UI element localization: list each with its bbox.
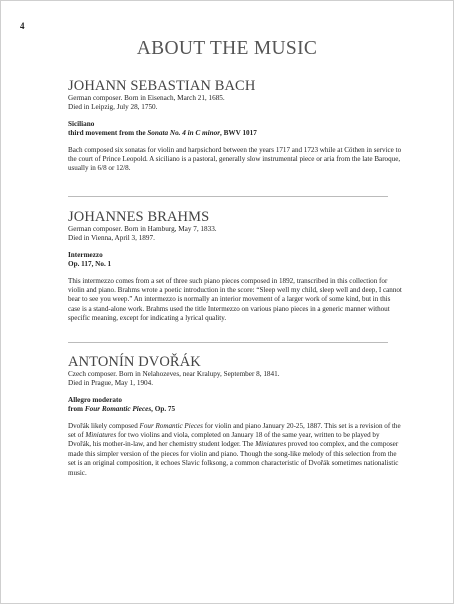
section-divider <box>68 342 388 343</box>
composer-name: JOHANN SEBASTIAN BACH <box>68 78 256 94</box>
bio-death: Died in Vienna, April 3, 1897. <box>68 234 155 243</box>
bio-birth: German composer. Born in Eisenach, March 21, 1685. <box>68 94 225 102</box>
desc-work-title: Four Romantic Pieces <box>139 421 203 430</box>
bio-birth: Czech composer. Born in Nelahozeves, near Kralupy, September 8, 1841. <box>68 370 280 378</box>
desc-text: Dvořák likely composed <box>68 421 140 430</box>
piece-source-prefix: third movement from the <box>68 129 148 138</box>
bio-birth: German composer. Born in Hamburg, May 7, 1833. <box>68 225 217 233</box>
piece-description: This intermezzo comes from a set of three such piano pieces composed in 1892, transcribed in this collection for violin and piano. Brahms wrote a poetic introduction in the score: “Sleep well my child, sleep well and deep, I cannot bear to see you weep.” An intermezzo is normally an interior movement of a larger work of some kind, but in this case is a stand-alone work. Brahms used the title Intermezzo on various piano pieces in a generic manner without specific meaning, except for indicating a lyrical quality. <box>68 276 402 323</box>
page-title: ABOUT THE MUSIC <box>136 38 318 59</box>
piece-source-prefix: from <box>68 405 85 414</box>
composer-section-bach <box>68 78 403 174</box>
piece-source <box>68 129 403 138</box>
page-number: 4 <box>20 21 25 31</box>
composer-bio <box>68 225 403 244</box>
piece-name: Allegro moderato <box>68 395 122 404</box>
desc-text: for violin and piano January 20-25, 1887. This set is a revision of the set of <box>68 421 401 440</box>
composer-name: JOHANNES BRAHMS <box>68 209 210 225</box>
piece-description <box>68 422 403 478</box>
composer-bio <box>68 370 403 389</box>
desc-text: proved too complex, and the composer made this simpler version of the pieces for violin and piano. Though the song-like melody of this selection from the set is an original composition, it echoes Slavic folksong, a common characteristic of Dvořák sometimes nationalistic music. <box>68 440 399 477</box>
desc-work-title: Miniatures <box>255 440 287 449</box>
piece-source-suffix: , Op. 75 <box>151 405 176 414</box>
piece-description: Bach composed six sonatas for violin and harpsichord between the years 1717 and 1723 while at Cöthen in service to the court of Prince Leopold. A siciliano is a pastoral, generally slow instrumental piece or aria from the late Baroque, usually in 6/8 or 12/8. <box>68 145 402 173</box>
bio-death: Died in Prague, May 1, 1904. <box>68 379 154 388</box>
piece-title <box>68 251 403 270</box>
piece-source-suffix: , BWV 1017 <box>220 129 257 138</box>
bio-death: Died in Leipzig, July 28, 1750. <box>68 103 158 112</box>
piece-source-work: Sonata No. 4 in C minor <box>147 129 221 138</box>
piece-name: Siciliano <box>68 119 95 128</box>
desc-text: for two violins and viola, completed on January 18 of the same year, written to be played by Dvořák, his mother-in-law, and her chemistry student lodger. The <box>68 431 380 449</box>
piece-name: Intermezzo <box>68 250 103 259</box>
desc-work-title: Miniatures <box>85 431 117 440</box>
piece-title <box>68 396 403 415</box>
composer-name: ANTONÍN DVOŘÁK <box>68 354 201 370</box>
piece-opus: Op. 117, No. 1 <box>68 260 112 269</box>
piece-source <box>68 405 403 414</box>
composer-section-dvorak <box>68 354 403 478</box>
piece-source-work: Four Romantic Pieces <box>84 405 152 414</box>
section-divider <box>68 196 388 197</box>
piece-title <box>68 120 403 139</box>
composer-bio <box>68 94 403 113</box>
composer-section-brahms <box>68 209 403 324</box>
